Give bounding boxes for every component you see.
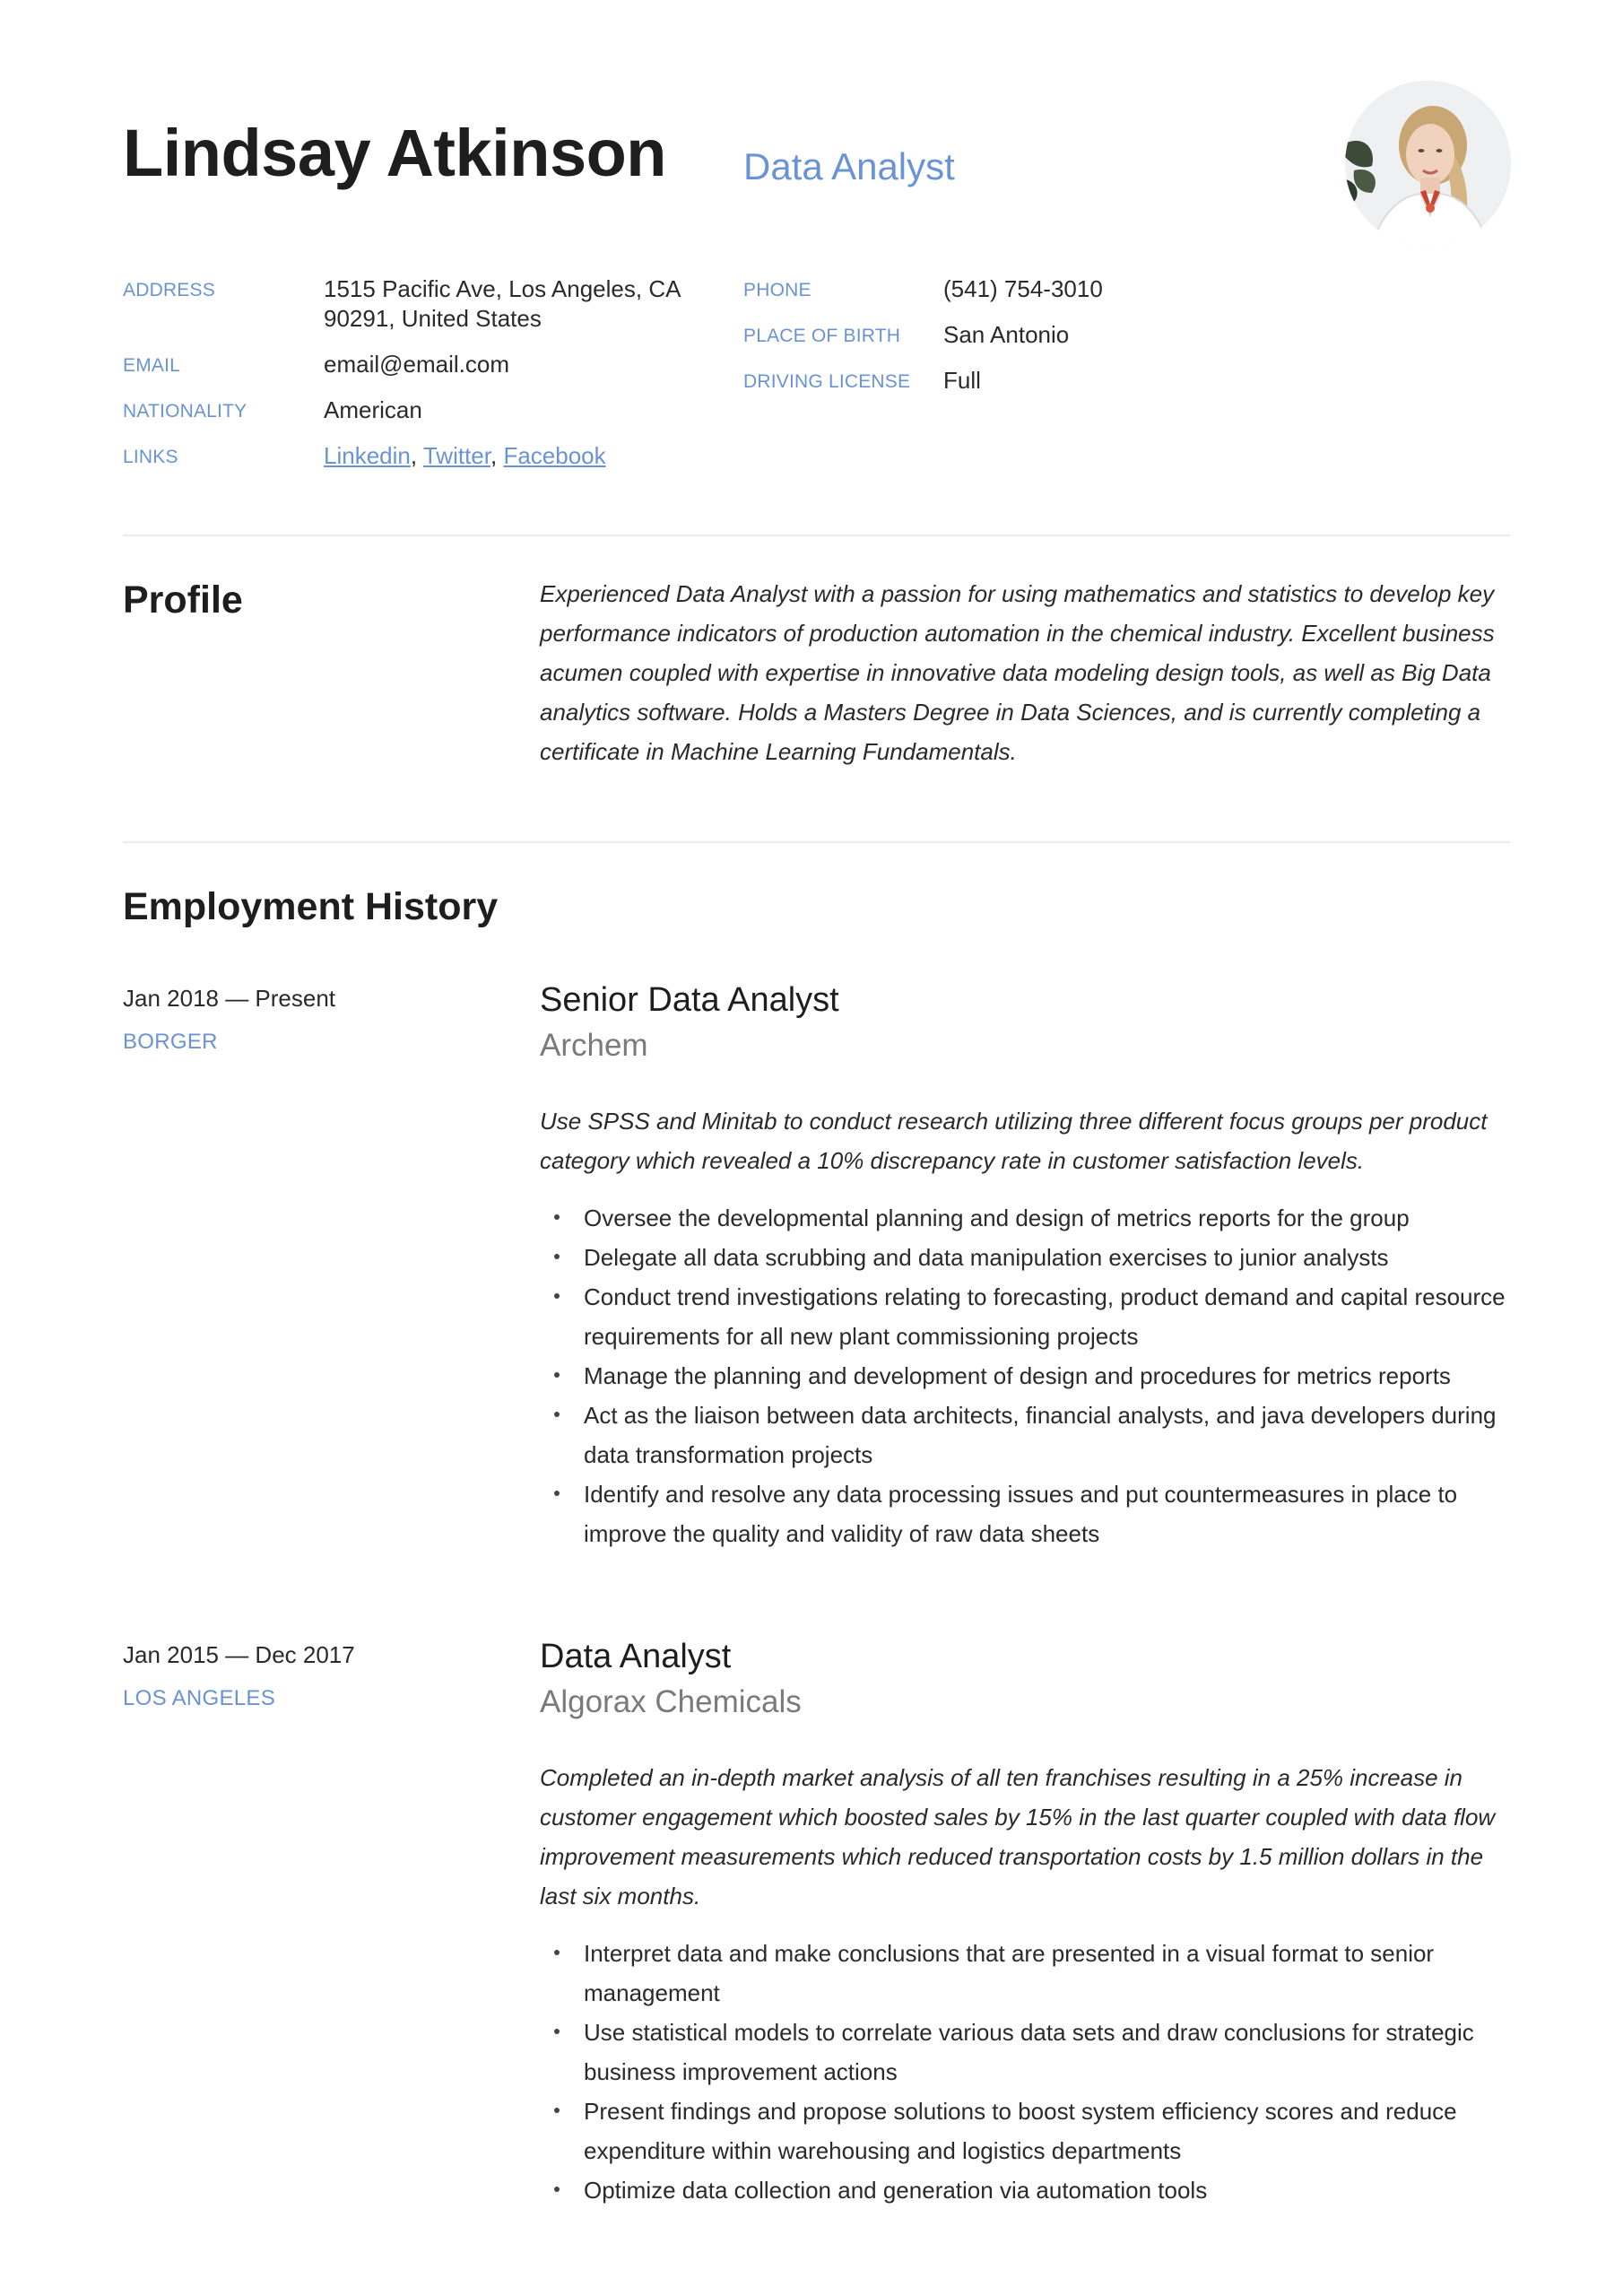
job-location: BORGER bbox=[123, 1030, 218, 1054]
job-summary: Completed an in-depth market analysis of all ten franchises resulting in a 25% increase in customer engagement which boosted sales by 15% in the last quarter coupled with data flow improvement measurements which reduced transportation costs by 1.5 million dollars in the last six months. bbox=[540, 1764, 1496, 1909]
list-item: Interpret data and make conclusions that are presented in a visual format to senior management bbox=[540, 1934, 1519, 2013]
bullet-icon bbox=[554, 2029, 560, 2034]
nationality-row bbox=[123, 396, 733, 425]
list-item: Conduct trend investigations relating to forecasting, product demand and capital resource requirements for all new plant commissioning projects bbox=[540, 1277, 1519, 1356]
license-value: Full bbox=[943, 367, 981, 394]
bullet-icon bbox=[554, 1491, 560, 1496]
employment-heading: Employment History bbox=[123, 885, 499, 928]
phone-value: (541) 754-3010 bbox=[943, 275, 1103, 302]
bullet-icon bbox=[554, 1372, 560, 1378]
license-row bbox=[743, 366, 1371, 396]
bullet-icon bbox=[554, 1950, 560, 1955]
nationality-label: NATIONALITY bbox=[123, 401, 247, 422]
twitter-link[interactable]: Twitter bbox=[422, 442, 490, 469]
list-item: Act as the liaison between data architects, financial analysts, and java developers during data transformation projects bbox=[540, 1396, 1519, 1474]
profile-text: Experienced Data Analyst with a passion for using mathematics and statistics to develop key performance indicators of production automation in the chemical industry. Excellent business acumen coupled with expertise in innovative data modeling design tools, as well as Big Data analytics software. Holds a Masters Degree in Data Sciences, and is currently completing a certificate in Machine Learning Fundamentals. bbox=[540, 580, 1495, 765]
job-role: Data Analyst bbox=[540, 1638, 732, 1675]
job-location: LOS ANGELES bbox=[123, 1686, 276, 1710]
job-summary: Use SPSS and Minitab to conduct research utilizing three different focus groups per product category which revealed a 10% discrepancy rate in customer satisfaction levels. bbox=[540, 1108, 1488, 1174]
address-line-1: 1515 Pacific Ave, Los Angeles, CA bbox=[324, 275, 681, 302]
list-item: Use statistical models to correlate various data sets and draw conclusions for strategic business improvement actions bbox=[540, 2013, 1519, 2092]
address-value bbox=[324, 274, 681, 334]
bullet-icon bbox=[554, 2108, 560, 2113]
linkedin-link[interactable]: Linkedin bbox=[324, 442, 411, 469]
bullet-icon bbox=[554, 1412, 560, 1417]
links-row bbox=[123, 441, 733, 471]
facebook-link[interactable]: Facebook bbox=[503, 442, 606, 469]
list-item: Oversee the developmental planning and design of metrics reports for the group bbox=[540, 1198, 1519, 1238]
phone-label: PHONE bbox=[743, 280, 812, 300]
bullet-icon bbox=[554, 2187, 560, 2192]
job-body bbox=[540, 1634, 1519, 2210]
job-bullets bbox=[540, 1198, 1519, 1553]
license-label: DRIVING LICENSE bbox=[743, 371, 911, 392]
section-divider bbox=[123, 535, 1510, 536]
phone-row bbox=[743, 274, 1371, 304]
candidate-name: Lindsay Atkinson bbox=[123, 116, 667, 190]
address-row bbox=[123, 274, 733, 334]
job-dates: Jan 2015 — Dec 2017 bbox=[123, 1641, 355, 1668]
list-item: Optimize data collection and generation via automation tools bbox=[540, 2170, 1519, 2210]
job-role: Senior Data Analyst bbox=[540, 981, 839, 1019]
birth-label: PLACE OF BIRTH bbox=[743, 326, 901, 346]
links-value: Linkedin, Twitter, Facebook bbox=[324, 442, 606, 469]
links-label: LINKS bbox=[123, 447, 178, 467]
job-bullets bbox=[540, 1934, 1519, 2210]
list-item: Present findings and propose solutions to boost system efficiency scores and reduce expenditure within warehousing and logistics departments bbox=[540, 2092, 1519, 2170]
address-line-2: 90291, United States bbox=[324, 305, 542, 332]
address-label: ADDRESS bbox=[123, 280, 215, 300]
job-company: Algorax Chemicals bbox=[540, 1684, 802, 1719]
bullet-icon bbox=[554, 1214, 560, 1220]
list-item: Delegate all data scrubbing and data manipulation exercises to junior analysts bbox=[540, 1238, 1519, 1277]
avatar bbox=[1345, 81, 1511, 247]
birth-value: San Antonio bbox=[943, 321, 1070, 348]
job-company: Archem bbox=[540, 1028, 648, 1063]
list-item: Manage the planning and development of design and procedures for metrics reports bbox=[540, 1356, 1519, 1396]
candidate-job-title: Data Analyst bbox=[743, 145, 955, 187]
email-row bbox=[123, 350, 733, 379]
job-body bbox=[540, 978, 1519, 1553]
nationality-value: American bbox=[324, 396, 422, 423]
list-item: Identify and resolve any data processing issues and put countermeasures in place to improve the quality and validity of raw data sheets bbox=[540, 1474, 1519, 1553]
email-value: email@email.com bbox=[324, 351, 509, 378]
job-dates: Jan 2018 — Present bbox=[123, 985, 336, 1012]
contact-right-column bbox=[743, 274, 1371, 412]
email-label: EMAIL bbox=[123, 355, 181, 376]
contact-left-column bbox=[123, 274, 733, 487]
birth-row bbox=[743, 320, 1371, 350]
profile-photo bbox=[1345, 81, 1511, 247]
section-divider bbox=[123, 841, 1510, 843]
profile-heading: Profile bbox=[123, 578, 243, 622]
bullet-icon bbox=[554, 1293, 560, 1299]
bullet-icon bbox=[554, 1254, 560, 1259]
